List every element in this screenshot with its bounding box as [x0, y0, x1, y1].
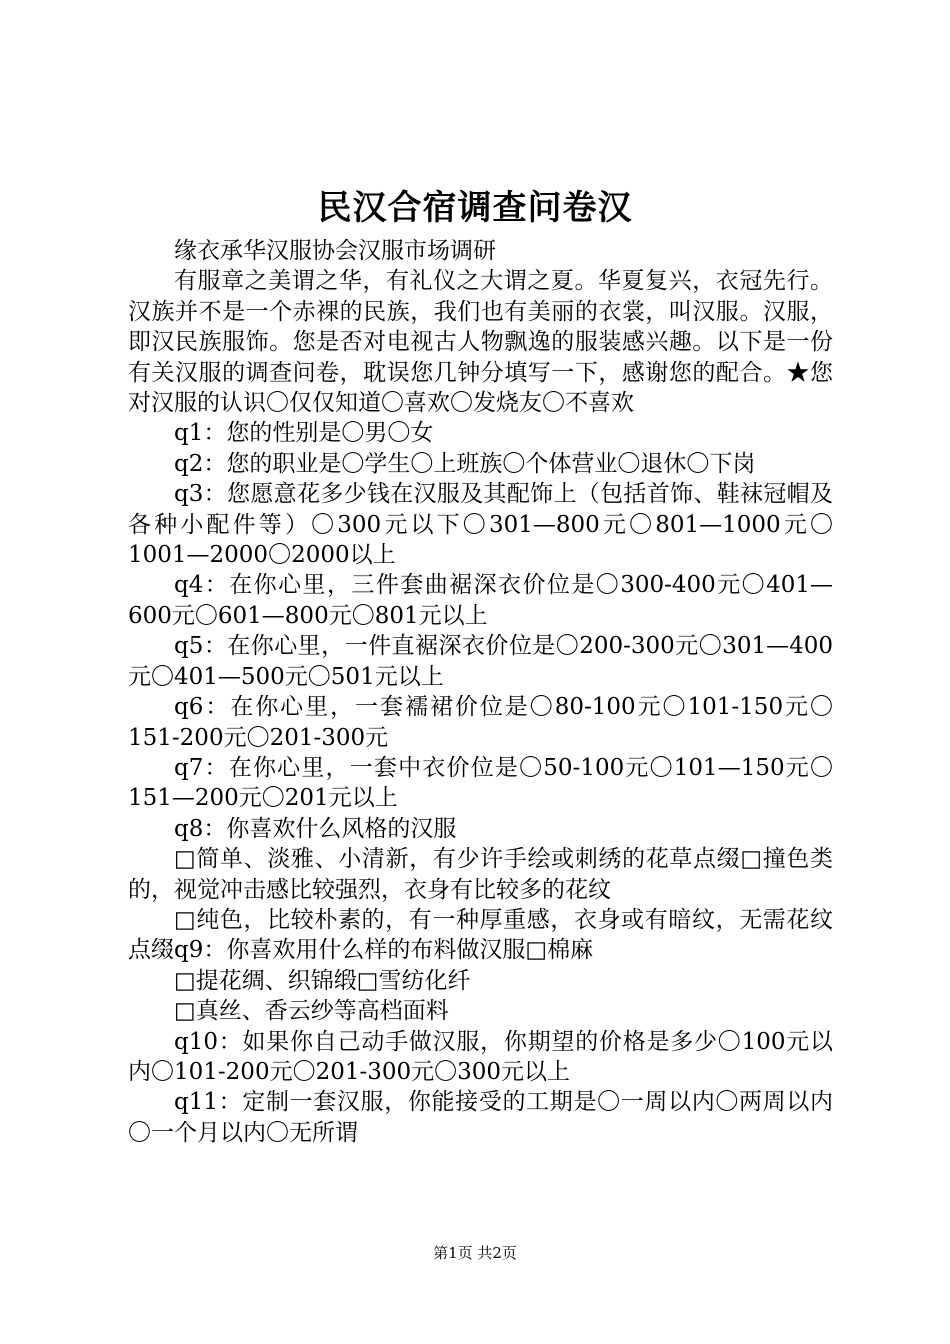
- q9-option-group-2: □真丝、香云纱等高档面料: [174, 998, 449, 1025]
- question-q3: q3：您愿意花多少钱在汉服及其配饰上（包括首饰、鞋袜冠帽及各种小配件等）〇300元以下〇301—800元〇801—1000元〇1001—2000〇2000以上: [128, 481, 833, 569]
- q8-option-group-1: □简单、淡雅、小清新，有少许手绘或刺绣的花草点缀□撞色类的，视觉冲击感比较强烈，衣身有比较多的花纹: [128, 846, 833, 903]
- page-footer: 第1页 共2页: [433, 1244, 517, 1262]
- document-body: [128, 236, 833, 1148]
- question-q4: q4：在你心里，三件套曲裾深衣价位是〇300-400元〇401—600元〇601—800元〇801元以上: [128, 572, 833, 629]
- q8-option-group-2: □纯色，比较朴素的，有一种厚重感，衣身或有暗纹，无需花纹点缀q9：你喜欢用什么样的布料做汉服□棉麻: [128, 906, 833, 964]
- question-q8: q8：你喜欢什么风格的汉服: [174, 815, 457, 842]
- document-title: 民汉合宿调查问卷汉: [317, 188, 633, 228]
- question-q2: q2：您的职业是〇学生〇上班族〇个体营业〇退休〇下岗: [174, 450, 756, 477]
- paragraph-subtitle: 缘衣承华汉服协会汉服市场调研: [174, 238, 496, 264]
- q9-option-group-1: □提花绸、织锦缎□雪纺化纤: [174, 967, 471, 994]
- question-q10: q10：如果你自己动手做汉服，你期望的价格是多少〇100元以内〇101-200元〇201-300元〇300元以上: [128, 1028, 833, 1085]
- question-q5: q5：在你心里，一件直裾深衣价位是〇200-300元〇301—400元〇401—500元〇501元以上: [128, 633, 833, 690]
- question-q11: q11：定制一套汉服，你能接受的工期是〇一周以内〇两周以内〇一个月以内〇无所谓: [128, 1089, 833, 1146]
- question-q6: q6：在你心里，一套襦裙价位是〇80-100元〇101-150元〇151-200元〇201-300元: [128, 694, 833, 751]
- paragraph-intro: 有服章之美谓之华，有礼仪之大谓之夏。华夏复兴，衣冠先行。汉族并不是一个赤裸的民族，我们也有美丽的衣裳，叫汉服。汉服，即汉民族服饰。您是否对电视古人物飘逸的服装感兴趣。以下是一份有关汉服的调查问卷，耽误您几钟分填写一下，感谢您的配合。★您对汉服的认识〇仅仅知道〇喜欢〇发烧友〇不喜欢: [128, 268, 833, 417]
- question-q7: q7：在你心里，一套中衣价位是〇50-100元〇101—150元〇151—200元〇201元以上: [128, 754, 833, 812]
- question-q1: q1：您的性别是〇男〇女: [174, 420, 434, 447]
